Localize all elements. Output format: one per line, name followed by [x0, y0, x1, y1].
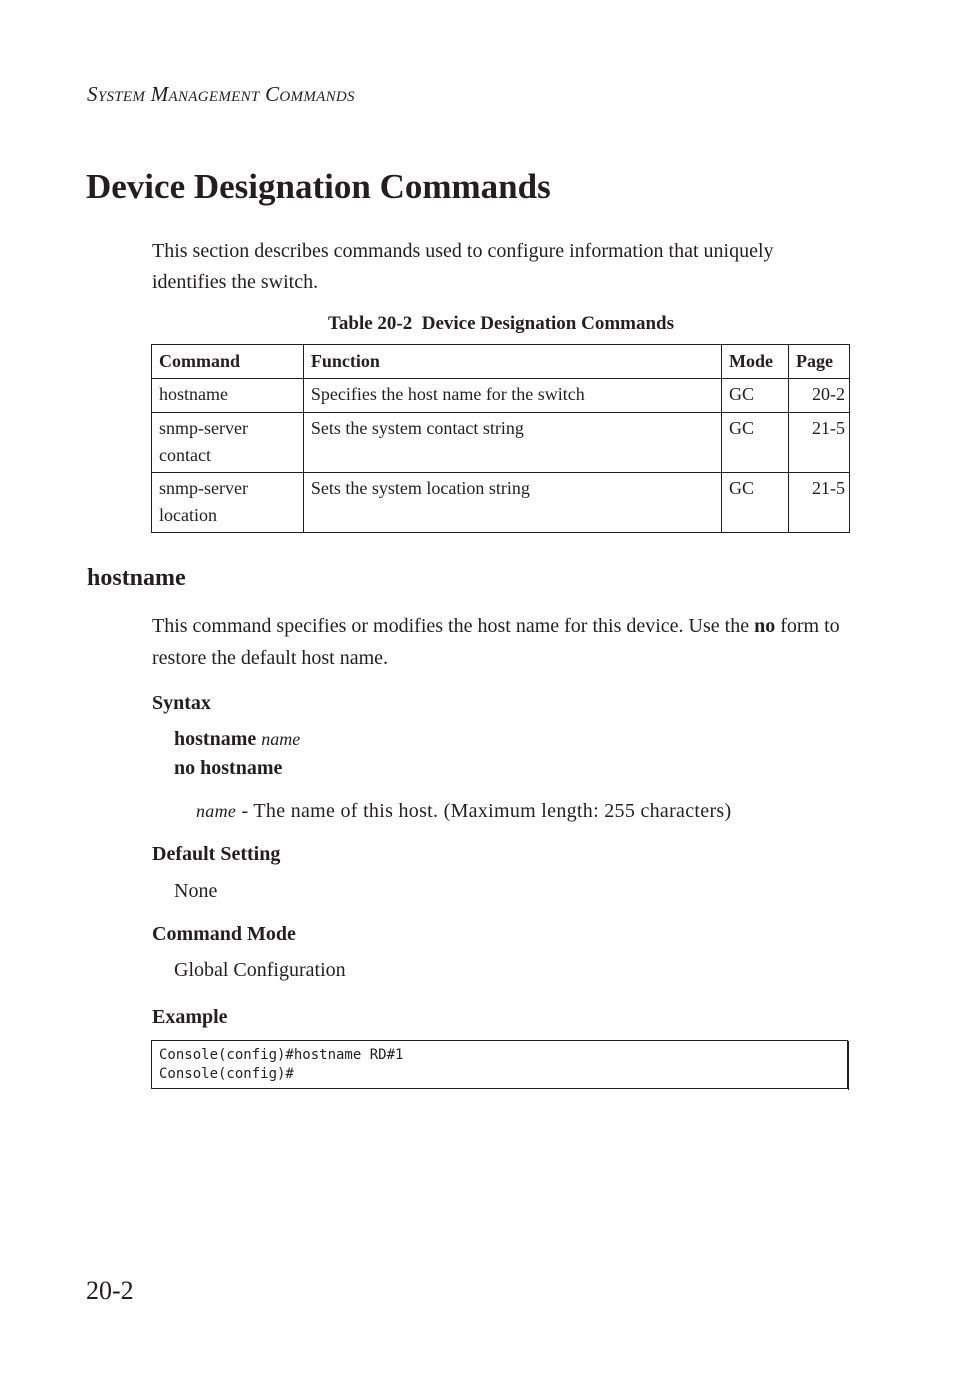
table-cell-command: hostname: [152, 379, 304, 413]
syntax-param: name: [261, 729, 301, 749]
running-header-word: MANAGEMENT: [150, 82, 260, 106]
default-setting-heading: Default Setting: [152, 843, 281, 865]
page-number: 20-2: [86, 1276, 134, 1305]
table-cell-function: Sets the system location string: [303, 473, 721, 533]
intro-paragraph: This section describes commands used to configure information that uniquely identifies the switch.: [152, 240, 774, 293]
table-cell-mode: GC: [722, 379, 789, 413]
table-cell-function: Sets the system contact string: [303, 413, 721, 473]
table-cell-function: Specifies the host name for the switch: [303, 379, 721, 413]
column-header-function: Function: [303, 345, 721, 379]
table-row: [152, 379, 850, 413]
table-row: [152, 413, 850, 473]
column-header-page: Page: [789, 345, 850, 379]
code-line: Console(config)#hostname RD#1: [159, 1047, 404, 1063]
section-heading: hostname: [87, 565, 186, 591]
code-line: Console(config)#: [159, 1066, 294, 1082]
syntax-heading: Syntax: [152, 692, 211, 714]
no-keyword: no: [754, 615, 776, 637]
parameter-description: name - The name of this host. (Maximum length: 255 characters): [196, 800, 732, 822]
command-mode-value: Global Configuration: [174, 959, 346, 981]
table-cell-command: snmp-server location: [152, 473, 304, 533]
table-cell-page: 21-5: [789, 413, 850, 473]
default-setting-value: None: [174, 880, 218, 902]
page-title: Device Designation Commands: [86, 167, 551, 206]
table-cell-page: 21-5: [789, 473, 850, 533]
device-designation-table: [151, 344, 850, 533]
syntax-line-no-hostname: no hostname: [174, 757, 283, 779]
column-header-command: Command: [152, 345, 304, 379]
table-row: [152, 473, 850, 533]
table-caption: Table 20-2 Device Designation Commands: [327, 313, 675, 334]
example-code-block: [151, 1040, 848, 1089]
table-header-row: [152, 345, 850, 379]
table-cell-command: snmp-server contact: [152, 413, 304, 473]
column-header-mode: Mode: [722, 345, 789, 379]
running-header: [87, 84, 355, 105]
table-cell-page: 20-2: [789, 379, 850, 413]
command-mode-heading: Command Mode: [152, 923, 296, 945]
example-heading: Example: [152, 1006, 228, 1028]
running-header-word: SYSTEM: [87, 82, 146, 106]
section-description: This command specifies or modifies the host name for this device. Use the no form to restore the default host name.: [152, 615, 840, 669]
table-cell-mode: GC: [722, 473, 789, 533]
syntax-line-hostname: hostname name: [174, 728, 301, 750]
table-cell-mode: GC: [722, 413, 789, 473]
running-header-word: COMMANDS: [265, 82, 355, 106]
